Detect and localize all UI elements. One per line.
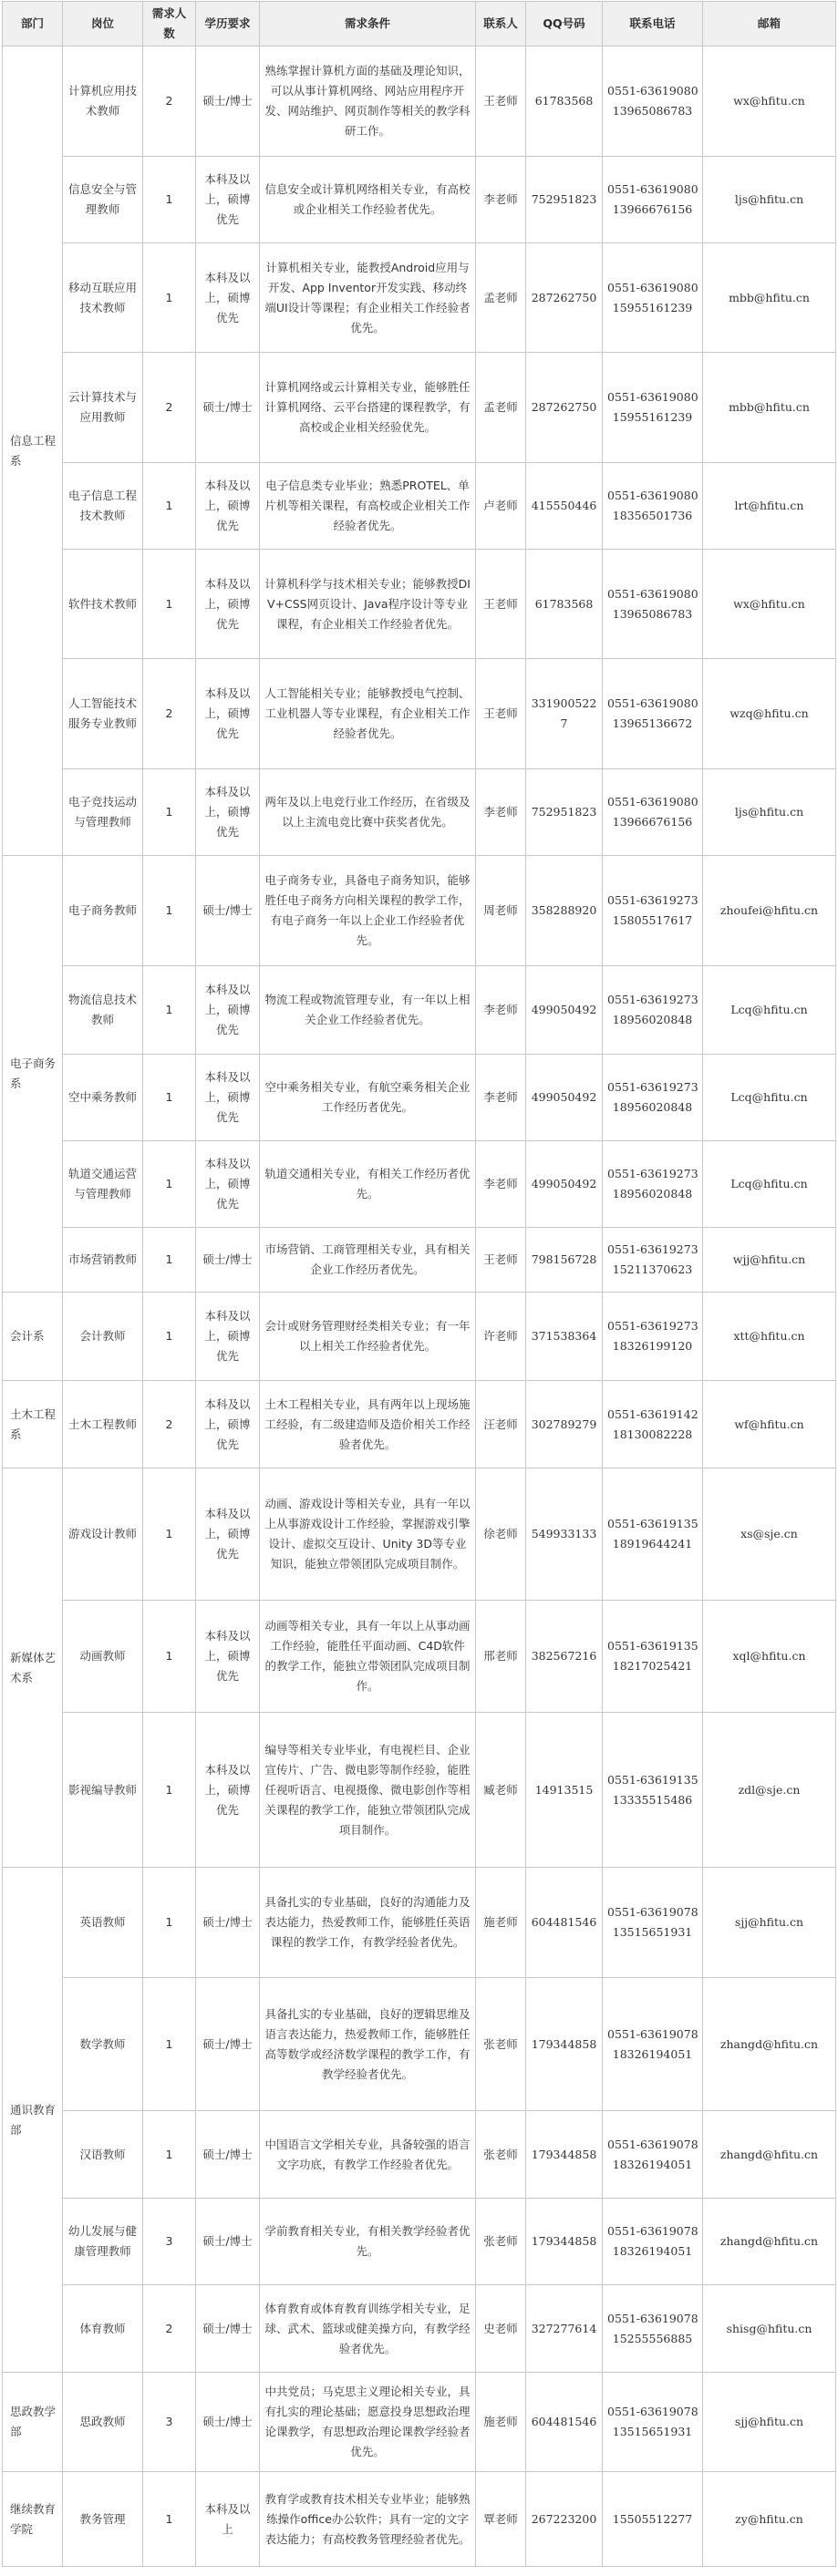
position-cell: 教务管理 xyxy=(63,2472,143,2567)
count-cell: 3 xyxy=(143,2199,196,2285)
count-cell: 1 xyxy=(143,769,196,856)
requirement-cell: 动画、游戏设计等相关专业，具有一年以上从事游戏设计工作经验，掌握游戏引擎设计、虚拟交互设计、Unity 3D等专业知识，能独立带领团队完成项目制作。 xyxy=(260,1468,476,1601)
phone-landline: 0551-63619078 xyxy=(607,2311,698,2325)
phone-cell xyxy=(603,1228,703,1293)
position-cell: 土木工程教师 xyxy=(63,1381,143,1468)
table-row xyxy=(3,2285,836,2373)
contact-cell: 臧老师 xyxy=(476,1713,526,1868)
requirement-cell: 会计或财务管理财经类相关专业；有一年以上相关工作经验者优先。 xyxy=(260,1293,476,1381)
table-row xyxy=(3,1978,836,2111)
degree-cell: 本科及以上，硕博优先 xyxy=(196,769,260,856)
qq-cell: 61783568 xyxy=(526,46,603,157)
contact-cell: 李老师 xyxy=(476,966,526,1055)
phone-cell xyxy=(603,2472,703,2567)
degree-cell: 硕士/博士 xyxy=(196,46,260,157)
degree-cell: 硕士/博士 xyxy=(196,2373,260,2472)
email-cell[interactable]: xtt@hfitu.cn xyxy=(703,1293,836,1381)
position-cell: 云计算技术与应用教师 xyxy=(63,353,143,463)
requirement-cell: 人工智能相关专业；能够教授电气控制、工业机器人等专业课程，有企业相关工作经验者优先。 xyxy=(260,659,476,769)
phone-mobile: 15211370623 xyxy=(612,1262,693,1276)
contact-cell: 卢老师 xyxy=(476,463,526,550)
phone-landline: 0551-63619080 xyxy=(607,696,698,710)
requirement-cell: 学前教育相关专业，有相关教学经验者优先。 xyxy=(260,2199,476,2285)
email-cell[interactable]: zdl@sje.cn xyxy=(703,1713,836,1868)
requirement-cell: 轨道交通相关专业，有相关工作经历者优先。 xyxy=(260,1141,476,1228)
qq-cell: 179344858 xyxy=(526,2199,603,2285)
phone-mobile: 18217025421 xyxy=(612,1659,693,1673)
phone-cell xyxy=(603,1141,703,1228)
recruitment-table xyxy=(2,1,836,2567)
phone-landline: 0551-63619135 xyxy=(607,1639,698,1653)
count-cell: 1 xyxy=(143,856,196,966)
phone-landline: 0551-63619142 xyxy=(607,1406,698,1421)
phone-mobile: 18326194051 xyxy=(612,2046,693,2061)
contact-cell: 汪老师 xyxy=(476,1381,526,1468)
count-cell: 1 xyxy=(143,1601,196,1713)
contact-cell: 张老师 xyxy=(476,2111,526,2199)
degree-cell: 本科及以上，硕博优先 xyxy=(196,1055,260,1141)
header-contact: 联系人 xyxy=(476,2,526,46)
table-row xyxy=(3,46,836,157)
phone-mobile: 18326194051 xyxy=(612,2157,693,2171)
degree-cell: 本科及以上，硕博优先 xyxy=(196,1601,260,1713)
phone-landline: 0551-63619080 xyxy=(607,280,698,294)
table-row xyxy=(3,2373,836,2472)
qq-cell: 798156728 xyxy=(526,1228,603,1293)
email-cell[interactable]: sjj@hfitu.cn xyxy=(703,2373,836,2472)
position-cell: 幼儿发展与健康管理教师 xyxy=(63,2199,143,2285)
phone-mobile: 18919644241 xyxy=(612,1537,693,1551)
phone-cell xyxy=(603,1978,703,2111)
phone-mobile: 15955161239 xyxy=(612,410,693,424)
table-row xyxy=(3,1601,836,1713)
table-row xyxy=(3,243,836,353)
qq-cell: 287262750 xyxy=(526,243,603,353)
contact-cell: 徐老师 xyxy=(476,1468,526,1601)
degree-cell: 本科及以上，硕博优先 xyxy=(196,966,260,1055)
contact-cell: 王老师 xyxy=(476,659,526,769)
phone-cell xyxy=(603,856,703,966)
phone-mobile: 18326199120 xyxy=(612,1339,693,1353)
count-cell: 2 xyxy=(143,353,196,463)
requirement-cell: 物流工程或物流管理专业，有一年以上相关企业工作经验者优先。 xyxy=(260,966,476,1055)
phone-cell xyxy=(603,2111,703,2199)
phone-mobile: 18130082228 xyxy=(612,1427,693,1441)
position-cell: 轨道交通运营与管理教师 xyxy=(63,1141,143,1228)
position-cell: 人工智能技术服务专业教师 xyxy=(63,659,143,769)
contact-cell: 李老师 xyxy=(476,1055,526,1141)
header-row xyxy=(3,2,836,46)
phone-landline: 0551-63619273 xyxy=(607,1080,698,1094)
phone-mobile: 13966676156 xyxy=(612,815,693,829)
requirement-cell: 中国语言文学相关专业，具备较强的语言文字功底，有教学工作经验者优先。 xyxy=(260,2111,476,2199)
phone-mobile: 18956020848 xyxy=(612,1100,693,1114)
phone-landline: 0551-63619080 xyxy=(607,586,698,601)
department-cell: 思政教学部 xyxy=(3,2373,63,2472)
phone-cell xyxy=(603,157,703,243)
header-qq: QQ号码 xyxy=(526,2,603,46)
contact-cell: 覃老师 xyxy=(476,2472,526,2567)
table-row xyxy=(3,157,836,243)
phone-mobile: 18356501736 xyxy=(612,509,693,522)
requirement-cell: 中共党员；马克思主义理论相关专业，具有扎实的理论基础；愿意投身思想政治理论课教学，有思想政治理论课教学经验者优先。 xyxy=(260,2373,476,2472)
position-cell: 英语教师 xyxy=(63,1868,143,1978)
position-cell: 软件技术教师 xyxy=(63,550,143,659)
phone-cell xyxy=(603,1601,703,1713)
phone-mobile: 13966676156 xyxy=(612,202,693,216)
phone-landline: 0551-63619273 xyxy=(607,893,698,907)
contact-cell: 许老师 xyxy=(476,1293,526,1381)
qq-cell: 752951823 xyxy=(526,157,603,243)
position-cell: 会计教师 xyxy=(63,1293,143,1381)
requirement-cell: 信息安全或计算机网络相关专业，有高校或企业相关工作经验者优先。 xyxy=(260,157,476,243)
table-row xyxy=(3,769,836,856)
degree-cell: 本科及以上，硕博优先 xyxy=(196,243,260,353)
qq-cell: 499050492 xyxy=(526,1141,603,1228)
degree-cell: 硕士/博士 xyxy=(196,2285,260,2373)
email-cell[interactable]: xs@sje.cn xyxy=(703,1468,836,1601)
phone-cell xyxy=(603,46,703,157)
count-cell: 3 xyxy=(143,2373,196,2472)
qq-cell: 3319005227 xyxy=(526,659,603,769)
position-cell: 数学教师 xyxy=(63,1978,143,2111)
table-row xyxy=(3,1713,836,1868)
phone-mobile: 18326194051 xyxy=(612,2244,693,2258)
department-cell: 土木工程系 xyxy=(3,1381,63,1468)
phone-cell xyxy=(603,2285,703,2373)
requirement-cell: 土木工程相关专业，具有两年以上现场施工经验，有二级建造师及造价相关工作经验者优先。 xyxy=(260,1381,476,1468)
email-cell[interactable]: zhangd@hfitu.cn xyxy=(703,2111,836,2199)
contact-cell: 张老师 xyxy=(476,2199,526,2285)
degree-cell: 本科及以上，硕博优先 xyxy=(196,1468,260,1601)
table-row xyxy=(3,1381,836,1468)
count-cell: 1 xyxy=(143,1141,196,1228)
count-cell: 1 xyxy=(143,1713,196,1868)
phone-landline: 0551-63619080 xyxy=(607,84,698,98)
table-body xyxy=(3,46,836,2567)
phone-cell xyxy=(603,353,703,463)
table-row xyxy=(3,2199,836,2285)
requirement-cell: 电子信息类专业毕业；熟悉PROTEL、单片机等相关课程，有高校或企业相关工作经验者优先。 xyxy=(260,463,476,550)
requirement-cell: 两年及以上电竞行业工作经历，在省级及以上主流电竞比赛中获奖者优先。 xyxy=(260,769,476,856)
count-cell: 1 xyxy=(143,2472,196,2567)
requirement-cell: 计算机网络或云计算相关专业，能够胜任计算机网络、云平台搭建的课程教学，有高校或企业相关经验优先。 xyxy=(260,353,476,463)
degree-cell: 本科及以上 xyxy=(196,2472,260,2567)
email-cell[interactable]: Lcq@hfitu.cn xyxy=(703,966,836,1055)
position-cell: 物流信息技术教师 xyxy=(63,966,143,1055)
header-count: 需求人数 xyxy=(143,2,196,46)
phone-landline: 0551-63619078 xyxy=(607,2224,698,2238)
phone-mobile: 13515651931 xyxy=(612,2425,693,2438)
email-cell[interactable]: wx@hfitu.cn xyxy=(703,550,836,659)
contact-cell: 王老师 xyxy=(476,1228,526,1293)
email-cell[interactable]: ljs@hfitu.cn xyxy=(703,157,836,243)
qq-cell: 61783568 xyxy=(526,550,603,659)
table-row xyxy=(3,1868,836,1978)
header-requirement: 需求条件 xyxy=(260,2,476,46)
phone-landline: 0551-63619078 xyxy=(607,2137,698,2151)
qq-cell: 179344858 xyxy=(526,2111,603,2199)
contact-cell: 施老师 xyxy=(476,1868,526,1978)
phone-cell xyxy=(603,550,703,659)
email-cell[interactable]: zhangd@hfitu.cn xyxy=(703,2199,836,2285)
requirement-cell: 教育学或教育技术相关专业毕业；能够熟练操作office办公软件；具有一定的文字表达能力；有高校教务管理经验者优先。 xyxy=(260,2472,476,2567)
degree-cell: 本科及以上，硕博优先 xyxy=(196,1141,260,1228)
header-phone: 联系电话 xyxy=(603,2,703,46)
requirement-cell: 市场营销、工商管理相关专业，具有相关企业工作经历者优先。 xyxy=(260,1228,476,1293)
count-cell: 1 xyxy=(143,966,196,1055)
qq-cell: 371538364 xyxy=(526,1293,603,1381)
qq-cell: 499050492 xyxy=(526,1055,603,1141)
contact-cell: 王老师 xyxy=(476,550,526,659)
table-row xyxy=(3,1141,836,1228)
count-cell: 2 xyxy=(143,2285,196,2373)
email-cell[interactable]: wf@hfitu.cn xyxy=(703,1381,836,1468)
department-cell: 继续教育学院 xyxy=(3,2472,63,2567)
degree-cell: 硕士/博士 xyxy=(196,1868,260,1978)
count-cell: 1 xyxy=(143,550,196,659)
department-cell: 电子商务系 xyxy=(3,856,63,1293)
degree-cell: 本科及以上，硕博优先 xyxy=(196,1293,260,1381)
email-cell[interactable]: wjj@hfitu.cn xyxy=(703,1228,836,1293)
degree-cell: 本科及以上，硕博优先 xyxy=(196,659,260,769)
department-cell: 会计系 xyxy=(3,1293,63,1381)
email-cell[interactable]: ljs@hfitu.cn xyxy=(703,769,836,856)
requirement-cell: 空中乘务相关专业，有航空乘务相关企业工作经历者优先。 xyxy=(260,1055,476,1141)
phone-mobile: 13965136672 xyxy=(612,716,693,730)
qq-cell: 327277614 xyxy=(526,2285,603,2373)
qq-cell: 14913515 xyxy=(526,1713,603,1868)
qq-cell: 415550446 xyxy=(526,463,603,550)
qq-cell: 604481546 xyxy=(526,1868,603,1978)
count-cell: 1 xyxy=(143,243,196,353)
phone-landline: 0551-63619080 xyxy=(607,795,698,809)
email-cell[interactable]: lrt@hfitu.cn xyxy=(703,463,836,550)
requirement-cell: 体育教育或体育教育训练学相关专业，足球、武术、篮球或健美操方向，有教学经验者优先。 xyxy=(260,2285,476,2373)
contact-cell: 李老师 xyxy=(476,157,526,243)
contact-cell: 李老师 xyxy=(476,1141,526,1228)
position-cell: 移动互联应用技术教师 xyxy=(63,243,143,353)
email-cell[interactable]: zhangd@hfitu.cn xyxy=(703,1978,836,2111)
requirement-cell: 计算机相关专业，能教授Android应用与开发、App Inventor开发实践、移动终端UI设计等课程；有企业相关工作经验者优先。 xyxy=(260,243,476,353)
email-cell[interactable]: Lcq@hfitu.cn xyxy=(703,1055,836,1141)
phone-mobile: 13335515486 xyxy=(612,1792,693,1807)
position-cell: 计算机应用技术教师 xyxy=(63,46,143,157)
email-cell[interactable]: wx@hfitu.cn xyxy=(703,46,836,157)
phone-landline: 0551-63619080 xyxy=(607,489,698,502)
phone-landline: 0551-63619273 xyxy=(607,993,698,1006)
email-cell[interactable]: wzq@hfitu.cn xyxy=(703,659,836,769)
phone-cell xyxy=(603,2199,703,2285)
phone-landline: 0551-63619135 xyxy=(607,1772,698,1787)
requirement-cell: 熟练掌握计算机方面的基础及理论知识，可以从事计算机网络、网站应用程序开发、网站维护、网页制作等相关的教学科研工作。 xyxy=(260,46,476,157)
phone-cell xyxy=(603,1293,703,1381)
count-cell: 1 xyxy=(143,1293,196,1381)
qq-cell: 267223200 xyxy=(526,2472,603,2567)
degree-cell: 本科及以上，硕博优先 xyxy=(196,463,260,550)
degree-cell: 本科及以上，硕博优先 xyxy=(196,550,260,659)
degree-cell: 本科及以上，硕博优先 xyxy=(196,1381,260,1468)
contact-cell: 周老师 xyxy=(476,856,526,966)
degree-cell: 硕士/博士 xyxy=(196,1228,260,1293)
email-cell[interactable]: mbb@hfitu.cn xyxy=(703,353,836,463)
phone-cell xyxy=(603,463,703,550)
table-row xyxy=(3,550,836,659)
requirement-cell: 计算机科学与技术相关专业；能够教授DIV+CSS网页设计、Java程序设计等专业课程，有企业相关工作经验者优先。 xyxy=(260,550,476,659)
phone-mobile: 15955161239 xyxy=(612,300,693,314)
header-degree: 学历要求 xyxy=(196,2,260,46)
phone-mobile: 18956020848 xyxy=(612,1187,693,1200)
requirement-cell: 电子商务专业，具备电子商务知识，能够胜任电子商务方向相关课程的教学工作，有电子商务一年以上企业工作经验者优先。 xyxy=(260,856,476,966)
table-row xyxy=(3,1468,836,1601)
email-cell[interactable]: sjj@hfitu.cn xyxy=(703,1868,836,1978)
table-row xyxy=(3,1055,836,1141)
header-email: 邮箱 xyxy=(703,2,836,46)
contact-cell: 王老师 xyxy=(476,46,526,157)
count-cell: 1 xyxy=(143,1868,196,1978)
position-cell: 动画教师 xyxy=(63,1601,143,1713)
count-cell: 2 xyxy=(143,659,196,769)
email-cell[interactable]: mbb@hfitu.cn xyxy=(703,243,836,353)
degree-cell: 硕士/博士 xyxy=(196,2111,260,2199)
requirement-cell: 具备扎实的专业基础，良好的逻辑思维及语言表达能力，热爱教师工作，能够胜任高等数学或经济数学课程的教学工作，有教学经验者优先。 xyxy=(260,1978,476,2111)
contact-cell: 史老师 xyxy=(476,2285,526,2373)
position-cell: 体育教师 xyxy=(63,2285,143,2373)
contact-cell: 邢老师 xyxy=(476,1601,526,1713)
count-cell: 1 xyxy=(143,2111,196,2199)
position-cell: 影视编导教师 xyxy=(63,1713,143,1868)
phone-landline: 0551-63619135 xyxy=(607,1517,698,1530)
phone-mobile: 13965086783 xyxy=(612,104,693,118)
phone-mobile: 18956020848 xyxy=(612,1013,693,1026)
phone-cell xyxy=(603,769,703,856)
qq-cell: 302789279 xyxy=(526,1381,603,1468)
count-cell: 2 xyxy=(143,46,196,157)
phone-mobile: 15255556885 xyxy=(612,2331,693,2345)
count-cell: 1 xyxy=(143,1228,196,1293)
degree-cell: 硕士/博士 xyxy=(196,353,260,463)
qq-cell: 179344858 xyxy=(526,1978,603,2111)
position-cell: 市场营销教师 xyxy=(63,1228,143,1293)
requirement-cell: 动画等相关专业，具有一年以上从事动画工作经验，能胜任平面动画、C4D软件的教学工作，能独立带领团队完成项目制作。 xyxy=(260,1601,476,1713)
position-cell: 游戏设计教师 xyxy=(63,1468,143,1601)
phone-cell xyxy=(603,659,703,769)
table-row xyxy=(3,2111,836,2199)
requirement-cell: 编导等相关专业毕业，有电视栏目、企业宣传片、广告、微电影等制作经验，能胜任视听语言、电视摄像、微电影创作等相关课程的教学工作，能独立带领团队完成项目制作。 xyxy=(260,1713,476,1868)
phone-landline: 0551-63619273 xyxy=(607,1167,698,1180)
count-cell: 1 xyxy=(143,1468,196,1601)
phone-mobile: 15505512277 xyxy=(612,2511,693,2526)
phone-cell xyxy=(603,1381,703,1468)
position-cell: 空中乘务教师 xyxy=(63,1055,143,1141)
qq-cell: 358288920 xyxy=(526,856,603,966)
phone-landline: 0551-63619078 xyxy=(607,2026,698,2041)
table-row xyxy=(3,966,836,1055)
phone-landline: 0551-63619273 xyxy=(607,1242,698,1256)
table-row xyxy=(3,659,836,769)
qq-cell: 549933133 xyxy=(526,1468,603,1601)
phone-cell xyxy=(603,966,703,1055)
email-cell[interactable]: zhoufei@hfitu.cn xyxy=(703,856,836,966)
email-cell[interactable]: Lcq@hfitu.cn xyxy=(703,1141,836,1228)
position-cell: 信息安全与管理教师 xyxy=(63,157,143,243)
phone-landline: 0551-63619080 xyxy=(607,390,698,404)
count-cell: 1 xyxy=(143,463,196,550)
count-cell: 1 xyxy=(143,1978,196,2111)
qq-cell: 604481546 xyxy=(526,2373,603,2472)
email-cell[interactable]: shisg@hfitu.cn xyxy=(703,2285,836,2373)
phone-landline: 0551-63619078 xyxy=(607,2405,698,2418)
table-row xyxy=(3,463,836,550)
phone-mobile: 13515651931 xyxy=(612,1925,693,1939)
contact-cell: 李老师 xyxy=(476,769,526,856)
email-cell[interactable]: zy@hfitu.cn xyxy=(703,2472,836,2567)
table-row xyxy=(3,856,836,966)
degree-cell: 本科及以上，硕博优先 xyxy=(196,1713,260,1868)
position-cell: 电子竞技运动与管理教师 xyxy=(63,769,143,856)
table-row xyxy=(3,353,836,463)
qq-cell: 287262750 xyxy=(526,353,603,463)
phone-landline: 0551-63619078 xyxy=(607,1905,698,1919)
position-cell: 电子信息工程技术教师 xyxy=(63,463,143,550)
contact-cell: 张老师 xyxy=(476,1978,526,2111)
phone-cell xyxy=(603,1468,703,1601)
requirement-cell: 具备扎实的专业基础，良好的沟通能力及表达能力，热爱教师工作，能够胜任英语课程的教学工作，有教学经验者优先。 xyxy=(260,1868,476,1978)
qq-cell: 752951823 xyxy=(526,769,603,856)
count-cell: 2 xyxy=(143,1381,196,1468)
degree-cell: 硕士/博士 xyxy=(196,856,260,966)
degree-cell: 硕士/博士 xyxy=(196,2199,260,2285)
table-row xyxy=(3,2472,836,2567)
phone-landline: 0551-63619273 xyxy=(607,1319,698,1333)
email-cell[interactable]: xql@hfitu.cn xyxy=(703,1601,836,1713)
degree-cell: 本科及以上，硕博优先 xyxy=(196,157,260,243)
phone-mobile: 15805517617 xyxy=(612,913,693,927)
phone-cell xyxy=(603,2373,703,2472)
degree-cell: 硕士/博士 xyxy=(196,1978,260,2111)
phone-cell xyxy=(603,1055,703,1141)
department-cell: 通识教育部 xyxy=(3,1868,63,2373)
contact-cell: 孟老师 xyxy=(476,353,526,463)
position-cell: 思政教师 xyxy=(63,2373,143,2472)
phone-cell xyxy=(603,1713,703,1868)
phone-cell xyxy=(603,243,703,353)
position-cell: 电子商务教师 xyxy=(63,856,143,966)
count-cell: 1 xyxy=(143,1055,196,1141)
contact-cell: 孟老师 xyxy=(476,243,526,353)
position-cell: 汉语教师 xyxy=(63,2111,143,2199)
header-department: 部门 xyxy=(3,2,63,46)
department-cell: 信息工程系 xyxy=(3,46,63,856)
department-cell: 新媒体艺术系 xyxy=(3,1468,63,1868)
table-row xyxy=(3,1228,836,1293)
phone-landline: 0551-63619080 xyxy=(607,182,698,196)
qq-cell: 499050492 xyxy=(526,966,603,1055)
qq-cell: 382567216 xyxy=(526,1601,603,1713)
phone-mobile: 13965086783 xyxy=(612,606,693,621)
contact-cell: 施老师 xyxy=(476,2373,526,2472)
phone-cell xyxy=(603,1868,703,1978)
table-row xyxy=(3,1293,836,1381)
count-cell: 1 xyxy=(143,157,196,243)
header-position: 岗位 xyxy=(63,2,143,46)
